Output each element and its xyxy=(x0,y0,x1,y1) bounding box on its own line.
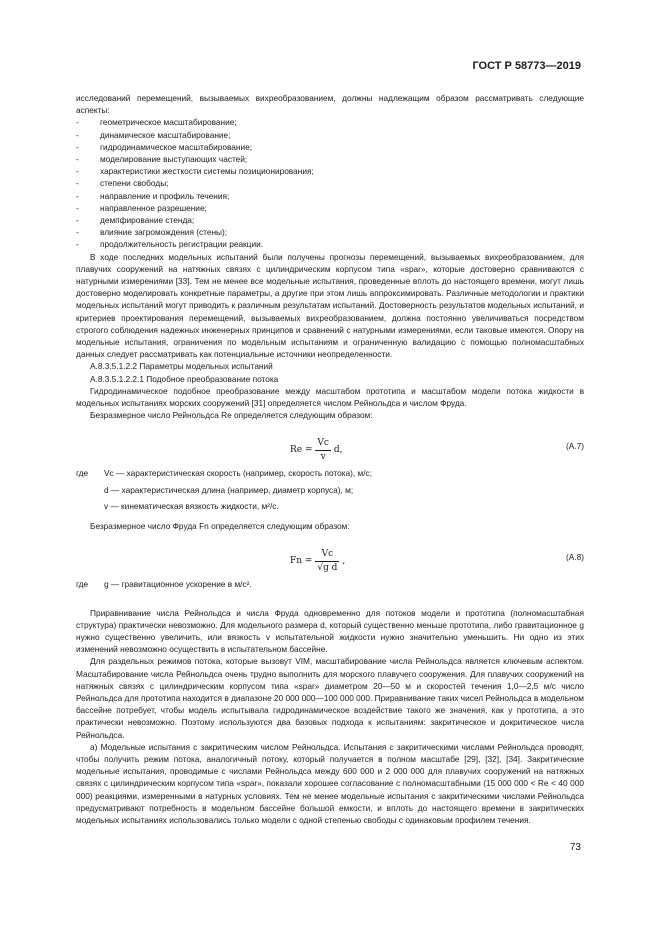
formula-lhs: Re = xyxy=(290,445,313,456)
list-item: - степени свободы; xyxy=(76,177,584,189)
page-body xyxy=(76,92,584,826)
fraction-denominator: √g d xyxy=(317,562,338,573)
list-item: - влияние загромождения (стены); xyxy=(76,226,584,238)
fraction-numerator: Vc xyxy=(315,437,331,450)
where-label: где xyxy=(76,579,89,590)
subsection-heading: А.8.3.5.1.2.2.1 Подобное преобразование потока xyxy=(90,373,279,384)
list-item: - направленное разрешение; xyxy=(76,202,584,214)
formula-number: (А.8) xyxy=(566,552,584,563)
fraction-numerator: Vc xyxy=(315,548,339,561)
paragraph-supercritical: а) Модельные испытания с закритическим числом Рейнольдса. Испытания с закритическими числами Рейнольдса проводят, чтобы получить режим потока, аналогичный потоку, который получается в полном масштабе [29], [32], [34]. Закритические модельные испытания, проводимые с числами Рейнольдса между 600 000 и 2 000 000 для плавучих сооружений на натяжных связях с цилиндрическим корпусом типа «spar», показали хорошее согласование с полномасштабными (15 000 000 < Re < 40 000 000) реакциями, измеренными в натурных условиях. Тем не менее модельные испытания с закритическими числами Рейнольдса предусматривают потребность в модельном бассейне большой емкости, и вплоть до настоящего времени в закритических модельных испытаниях использовались только модели с одной степенью свободы с одинаковым профилем течения. xyxy=(76,741,584,825)
list-item: - динамическое масштабирование; xyxy=(76,129,584,141)
aspects-list xyxy=(76,116,584,250)
fraction-denominator: v xyxy=(320,451,326,462)
froude-intro: Безразмерное число Фруда Fn определяется следующим образом: xyxy=(90,521,350,532)
reynolds-intro: Безразмерное число Рейнольдса Re определяется следующим образом: xyxy=(90,410,373,421)
document-header: ГОСТ Р 58773—2019 xyxy=(472,60,581,72)
where-block-1 xyxy=(76,467,584,512)
definition-item: d — характеристическая длина (например, диаметр корпуса), м; xyxy=(104,484,354,495)
list-item: - гидродинамическое масштабирование; xyxy=(76,141,584,153)
intro-paragraph: исследований перемещений, вызываемых вихреобразованием, должны надлежащим образом рассматривать следующие аспекты: xyxy=(76,93,584,116)
list-item: - характеристики жесткости системы позиционирования; xyxy=(76,165,584,177)
paragraph-model-tests: В ходе последних модельных испытаний были получены прогнозы перемещений, вызываемых вихреобразованием, для плавучих сооружений на натяжных связях с цилиндрическим корпусом типа «spar», которые достоверно сравниваются с натурными измерениями [33]. Тем не менее все модельные испытания, проведенные вплоть до настоящего времени, могут лишь достоверно моделировать конкретные параметры, а другие при этом лишь аппроксимировать. Различные методологии и практики модельных испытаний могут приводить к различным результатам испытаний. Достоверность результатов модельных испытаний, и критериев проектирования перемещений, вызываемых вихреобразованием, должна постоянно увеличиваться посредством строгого соблюдения надежных инженерных принципов и сравнений с натурными измерениями, если таковые имеются. Опору на модельные испытания, ограничения по модельным испытаниям и ограниченную валидацию с помощью полномасштабных данных следует рассматривать как потенциальные источники неопределенности. xyxy=(76,251,584,360)
formula-fraction xyxy=(315,437,331,462)
list-item: - продолжительность регистрации реакции. xyxy=(76,238,584,250)
definition-item: Vc — характеристическая скорость (например, скорость потока), м/с; xyxy=(104,468,373,479)
paragraph-similarity: Гидродинамическое подобное преобразование между масштабом прототипа и масштабом модели потока жидкости в модельных испытаниях морских сооружений [31] определяется числом Рейнольдса и числом Фруда. xyxy=(76,385,584,409)
paragraph-regimes: Для раздельных режимов потока, которые вызовут VIM, масштабирование числа Рейнольдса является ключевым аспектом. Масштабирование числа Рейнольдса очень трудно выполнить для морского плавучего сооружения. Для плавучих сооружений на натяжных связях с цилиндрическим корпусом типа «spar» диаметром 20—50 м и скоростей течения 1,0—2,5 м/с число Рейнольдса для прототипа находится в диапазоне 20 000 000—100 000 000. Приравнивание таких чисел Рейнольдса в модельном бассейне потребует, чтобы модель испытывала гидродинамическое воздействие такого же значения, как у прототипа, а это практически невозможно. Поэтому используются два базовых подхода к испытаниям: закритическое и докритическое числа Рейнольдса. xyxy=(76,656,584,740)
reynolds-formula xyxy=(76,429,584,463)
list-item: - геометрическое масштабирование; xyxy=(76,116,584,128)
definition-item: v — кинематическая вязкость жидкости, м²/с. xyxy=(104,500,279,511)
list-item: - демпфирование стенда; xyxy=(76,214,584,226)
paragraph-equating: Приравнивание числа Рейнольдса и числа Фруда одновременно для потоков модели и прототипа (полномасштабная структура) практически невозможно. Для модельного размера d, который существенно меньше прототипа, либо гравитационное g нужно существенно увеличить, или вязкость v испытательной жидкости нужно значительно уменьшить. Ни одно из этих изменений невозможно осуществить в испытательном бассейне. xyxy=(76,607,584,655)
froude-formula xyxy=(76,540,584,574)
list-item: - направление и профиль течения; xyxy=(76,190,584,202)
formula-tail: d, xyxy=(333,445,343,456)
formula-lhs: Fn = xyxy=(290,556,313,567)
formula-tail: , xyxy=(342,556,346,567)
list-item: - моделирование выступающих частей; xyxy=(76,153,584,165)
where-label: где xyxy=(76,468,89,479)
where-block-2 xyxy=(76,578,584,590)
section-heading: А.8.3.5.1.2.2 Параметры модельных испытаний xyxy=(90,361,273,372)
definition-item: g — гравитационное ускорение в м/с². xyxy=(104,579,252,590)
formula-fraction xyxy=(315,548,339,573)
formula-number: (А.7) xyxy=(566,441,584,452)
page-number: 73 xyxy=(569,842,581,853)
